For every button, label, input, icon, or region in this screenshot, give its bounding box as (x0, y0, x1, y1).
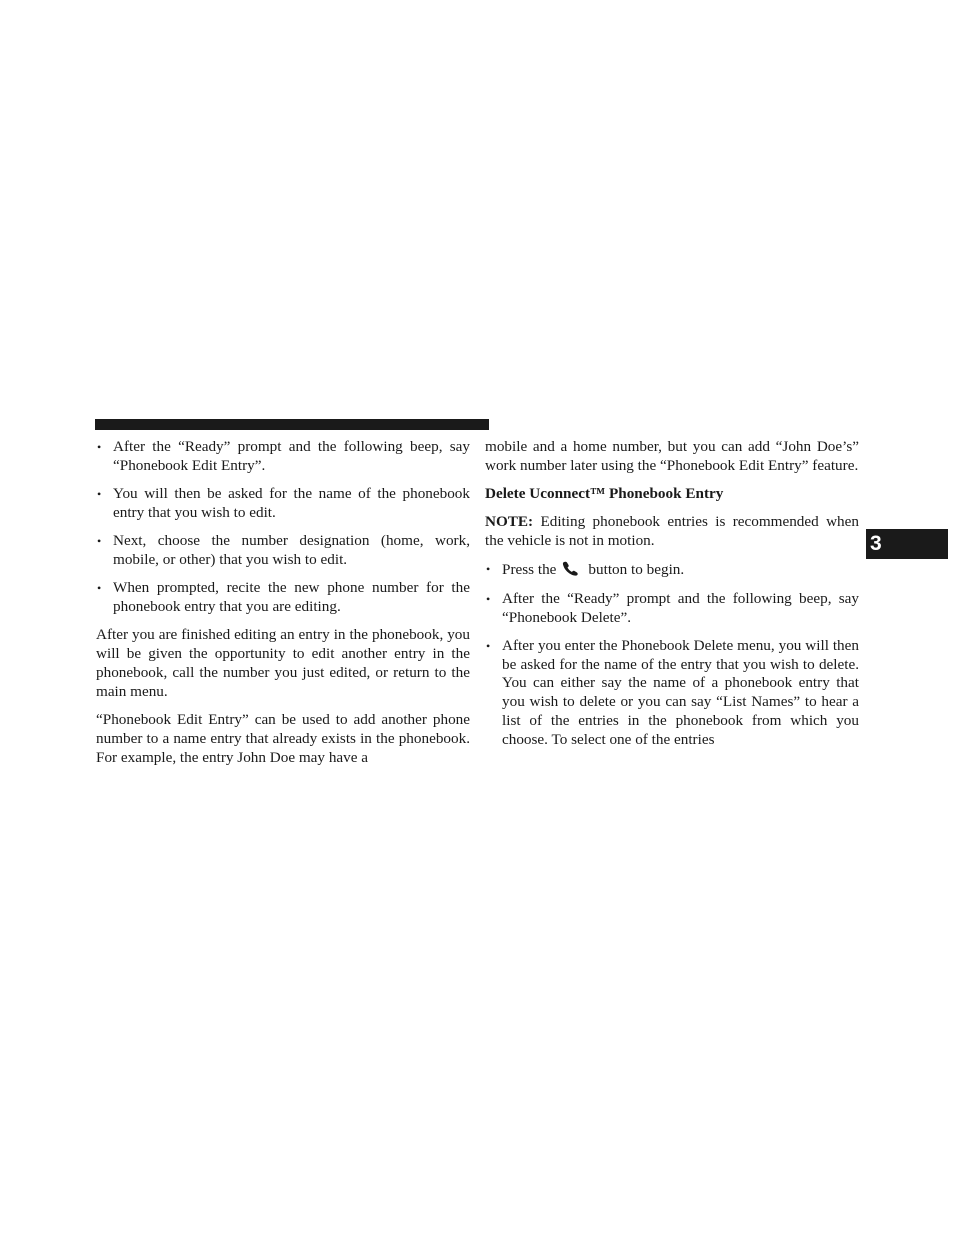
bullet-icon: • (97, 487, 102, 502)
bullet-icon: • (97, 440, 102, 454)
list-item (96, 485, 470, 523)
bullet-icon: • (486, 638, 491, 653)
list-item-text: When prompted, recite the new phone number for the phonebook entry that you are editing. (113, 579, 470, 616)
edit-steps-list (96, 438, 470, 617)
press-suffix: button to begin. (588, 561, 685, 579)
list-item-text: Next, choose the number designation (home, work, mobile, or other) that you wish to edit. (113, 532, 470, 568)
bullet-icon: • (97, 581, 102, 596)
body-paragraph: “Phonebook Edit Entry” can be used to add another phone number to a name entry that already exists in the phonebook. For example, the entry John Doe may have a (96, 711, 470, 766)
body-paragraph: After you are finished editing an entry in the phonebook, you will be given the opportunity to edit another entry in the phonebook, call the number you just edited, or return to the main menu. (96, 626, 470, 700)
chapter-number: 3 (870, 532, 882, 555)
phone-icon (560, 560, 582, 576)
note-paragraph (485, 513, 859, 551)
left-column (96, 438, 470, 777)
list-item (96, 438, 470, 476)
bullet-icon: • (486, 562, 491, 577)
right-column (485, 438, 859, 759)
list-item (96, 532, 470, 570)
chapter-tab (866, 529, 948, 559)
press-prefix: Press the (502, 561, 557, 579)
list-item (485, 560, 859, 580)
note-label: NOTE: (485, 513, 534, 531)
top-rule (95, 419, 489, 430)
list-item (96, 579, 470, 617)
section-heading: Delete Uconnect™ Phonebook Entry (485, 485, 724, 503)
list-item (485, 590, 859, 628)
continuation-paragraph: mobile and a home number, but you can add “John Doe’s” work number later using the “Phonebook Edit Entry” feature. (485, 438, 859, 474)
list-item (485, 637, 859, 750)
bullet-icon: • (486, 591, 491, 606)
list-item-text: You will then be asked for the name of the phonebook entry that you wish to edit. (113, 485, 470, 521)
list-item-text: After you enter the Phonebook Delete menu, you will then be asked for the name of the entry that you wish to delete. You can either say the name of a phonebook entry that you wish to delete or you can say “List Names” to hear a list of the entries in the phonebook from which you choose. To select one of the entries (502, 636, 859, 748)
list-item-text: After the “Ready” prompt and the following beep, say “Phonebook Edit Entry”. (113, 438, 470, 474)
list-item-text: After the “Ready” prompt and the following beep, say “Phonebook Delete”. (502, 589, 859, 626)
delete-steps-list (485, 560, 859, 749)
note-text: Editing phonebook entries is recommended when the vehicle is not in motion. (485, 513, 859, 550)
bullet-icon: • (97, 534, 102, 549)
